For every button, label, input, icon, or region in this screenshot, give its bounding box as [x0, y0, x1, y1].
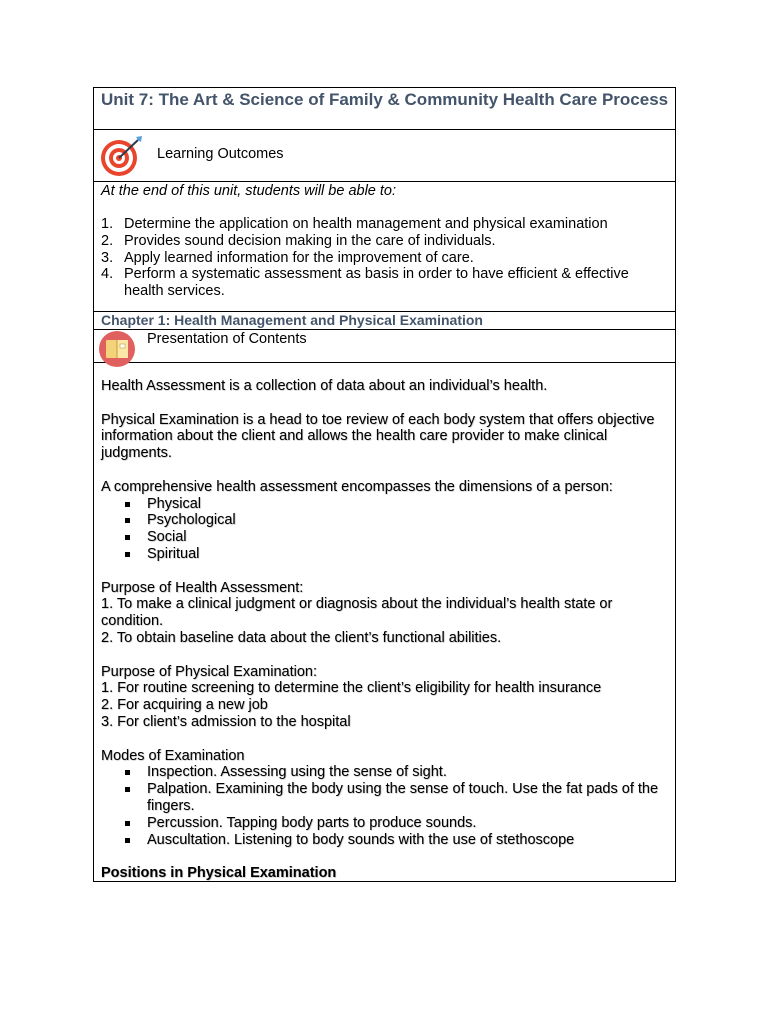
- main-content: [101, 378, 671, 882]
- list-item: Palpation. Examining the body using the sense of touch. Use the fat pads of the fingers.: [101, 781, 671, 815]
- list-item: Spiritual: [101, 546, 671, 563]
- positions-heading: Positions in Physical Examination: [101, 865, 337, 882]
- learning-outcomes-row: [94, 130, 675, 182]
- chapter-row: [94, 312, 675, 330]
- purpose-pe-item: 1. For routine screening to determine the client’s eligibility for health insurance: [101, 680, 602, 697]
- list-item: Physical: [101, 496, 671, 513]
- dimensions-list: [101, 496, 671, 563]
- purpose-ha-heading: Purpose of Health Assessment:: [101, 579, 304, 596]
- list-item: Social: [101, 529, 671, 546]
- modes-heading: Modes of Examination: [101, 747, 245, 764]
- presentation-row: [94, 330, 675, 363]
- target-icon: [98, 135, 144, 177]
- outcomes-intro: At the end of this unit, students will be able to:: [101, 183, 397, 199]
- modes-list: [101, 764, 671, 848]
- physical-exam-definition: Physical Examination is a head to toe review of each body system that offers objective information about the client and allows the health care provider to make clinical judgments.: [101, 411, 655, 462]
- chapter-title: Chapter 1: Health Management and Physical Examination: [101, 312, 483, 328]
- list-item: Psychological: [101, 512, 671, 529]
- purpose-pe-item: 2. For acquiring a new job: [101, 697, 268, 714]
- list-item: Auscultation. Listening to body sounds with the use of stethoscope: [101, 832, 671, 849]
- book-icon: [99, 331, 135, 367]
- outcomes-list: [101, 216, 671, 300]
- purpose-pe-heading: Purpose of Physical Examination:: [101, 663, 317, 680]
- dimensions-intro: A comprehensive health assessment encompasses the dimensions of a person:: [101, 478, 613, 495]
- outcomes-row: [94, 182, 675, 312]
- list-item: 4. Perform a systematic assessment as basis in order to have efficient & effective health services.: [101, 266, 629, 300]
- health-assessment-definition: Health Assessment is a collection of data about an individual’s health.: [101, 378, 548, 394]
- unit-title-row: [94, 88, 675, 130]
- list-item: Percussion. Tapping body parts to produce sounds.: [101, 815, 671, 832]
- presentation-label: Presentation of Contents: [147, 331, 307, 347]
- unit-document-frame: [93, 87, 676, 882]
- list-item: 1. Determine the application on health management and physical examination: [101, 216, 608, 232]
- purpose-pe-item: 3. For client’s admission to the hospital: [101, 713, 351, 730]
- list-item: 3. Apply learned information for the improvement of care.: [101, 249, 474, 266]
- purpose-ha-item: 2. To obtain baseline data about the client’s functional abilities.: [101, 629, 502, 646]
- learning-outcomes-label: Learning Outcomes: [157, 146, 284, 162]
- list-item: 2. Provides sound decision making in the care of individuals.: [101, 232, 496, 249]
- list-item: Inspection. Assessing using the sense of sight.: [101, 764, 671, 781]
- purpose-ha-item: 1. To make a clinical judgment or diagnosis about the individual’s health state or condition.: [101, 596, 613, 630]
- unit-title: Unit 7: The Art & Science of Family & Community Health Care Process: [101, 90, 669, 109]
